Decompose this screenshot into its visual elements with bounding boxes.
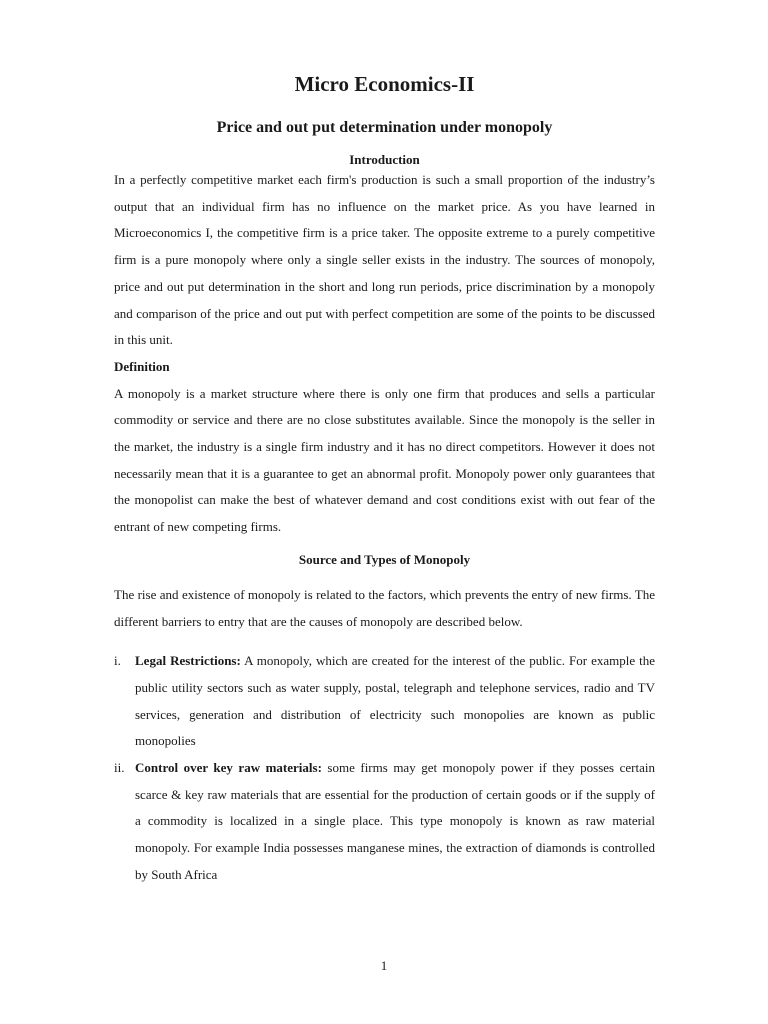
list-item xyxy=(114,648,655,755)
sources-section xyxy=(114,553,655,889)
introduction-paragraph: In a perfectly competitive market each firm's production is such a small proportion of the industry’s output that an individual firm has no influence on the market price. As you have learned in Microeconomics I, the competitive firm is a price taker. The opposite extreme to a purely competitive firm is a pure monopoly where only a single seller exists in the industry. The sources of monopoly, price and out put determination in the short and long run periods, price discrimination by a monopoly and comparison of the price and out put with perfect competition are some of the points to be discussed in this unit. xyxy=(114,172,655,348)
document-subtitle: Price and out put determination under monopoly xyxy=(216,119,553,136)
definition-section xyxy=(114,354,655,541)
barrier-list xyxy=(114,648,655,888)
list-item-title: Legal Restrictions: xyxy=(135,653,241,669)
list-item-marker: ii. xyxy=(114,760,125,776)
sources-heading: Source and Types of Monopoly xyxy=(298,551,471,567)
document-title: Micro Economics-II xyxy=(294,72,475,96)
page-number: 1 xyxy=(380,958,388,973)
definition-paragraph: A monopoly is a market structure where there is only one firm that produces and sells a particular commodity or service and there are no close substitutes available. Since the monopoly is the seller in the market, the industry is a single firm industry and it has no direct competitors. However it does not necessarily mean that it is a guarantee to get an abnormal profit. Monopoly power only guarantees that the monopolist can make the best of whatever demand and cost conditions exist with out fear of the entrant of new competing firms. xyxy=(114,385,655,535)
list-item-marker: i. xyxy=(114,653,121,669)
list-item-title: Control over key raw materials: xyxy=(135,760,322,776)
sources-intro-paragraph: The rise and existence of monopoly is related to the factors, which prevents the entry of new firms. The different barriers to entry that are the causes of monopoly are described below. xyxy=(114,586,655,629)
list-item-text: A monopoly, which are created for the interest of the public. For example the public utility sectors such as water supply, postal, telegraph and telephone services, radio and TV services, generation and distribution of electricity such monopolies are known as public monopolies xyxy=(135,653,655,749)
introduction-section xyxy=(114,153,655,354)
list-item xyxy=(114,755,655,889)
introduction-heading: Introduction xyxy=(349,152,420,167)
document-page xyxy=(114,66,655,889)
definition-heading: Definition xyxy=(114,358,170,374)
list-item-text: some firms may get monopoly power if they posses certain scarce & key raw materials that are essential for the production of certain goods or if the supply of a commodity is localized in a single place. This type monopoly is known as raw material monopoly. For example India possesses manganese mines, the extraction of diamonds is controlled by South Africa xyxy=(135,760,655,882)
